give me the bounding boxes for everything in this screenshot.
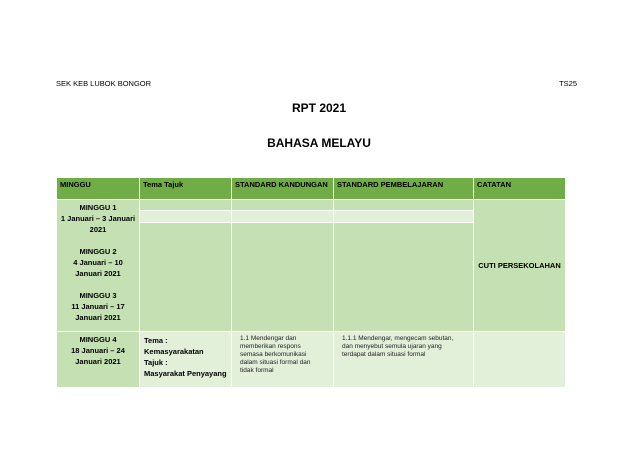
week-cell [57,332,140,388]
catatan-cell [474,332,566,388]
column-header-tema-tajuk: Tema Tajuk [140,178,232,200]
school-name: SEK KEB LUBOK BONGOR [56,79,152,88]
week-label: MINGGU 1 [79,203,117,212]
week-label: MINGGU 4 [79,335,117,344]
tema-cell [140,200,232,211]
document-code: TS25 [559,79,577,88]
standard-pembelajaran-text: 1.1.1 Mendengar, mengecam sebutan, dan menyebut semula ujaran yang terdapat dalam situasi formal [342,335,454,358]
standard-kandungan-cell [232,223,334,332]
subject-title: BAHASA MELAYU [267,136,371,150]
holiday-note: CUTI PERSEKOLAHAN [478,261,561,270]
column-header-standard-kandungan: STANDARD KANDUNGAN [232,178,334,200]
tajuk-label: Tajuk : [144,358,168,367]
tema-cell [140,211,232,223]
tema-cell [140,223,232,332]
standard-kandungan-cell [232,200,334,211]
week-label: MINGGU 2 [79,247,117,256]
tema-label: Tema : [144,336,168,345]
week-label: MINGGU 3 [79,291,117,300]
tema-value: Kemasyarakatan [144,347,204,356]
week-dates: 1 Januari – 3 Januari 2021 [60,214,136,234]
standard-kandungan-cell [232,332,334,388]
tajuk-value: Masyarakat Penyayang [144,369,227,378]
week-dates: 4 Januari – 10 Januari 2021 [73,258,123,278]
standard-pembelajaran-cell [334,200,474,211]
week-cell [57,200,140,332]
standard-kandungan-cell [232,211,334,223]
catatan-cell [474,200,566,332]
column-header-catatan: CATATAN [474,178,566,200]
rpt-table [56,177,566,388]
table-row [57,200,566,211]
standard-pembelajaran-cell [334,211,474,223]
tema-cell [140,332,232,388]
table-header-row [57,178,566,200]
document-title: RPT 2021 [291,101,347,115]
table-row [57,332,566,388]
column-header-standard-pembelajaran: STANDARD PEMBELAJARAN [334,178,474,200]
standard-pembelajaran-cell [334,332,474,388]
standard-pembelajaran-cell [334,223,474,332]
standard-kandungan-text: 1.1 Mendengar dan memberikan respons semasa berkomunikasi dalam situasi formal dan tidak formal [240,335,311,374]
week-dates: 11 Januari – 17 Januari 2021 [71,302,125,322]
week-dates: 18 Januari – 24 Januari 2021 [71,346,125,366]
column-header-minggu: MINGGU [57,178,140,200]
